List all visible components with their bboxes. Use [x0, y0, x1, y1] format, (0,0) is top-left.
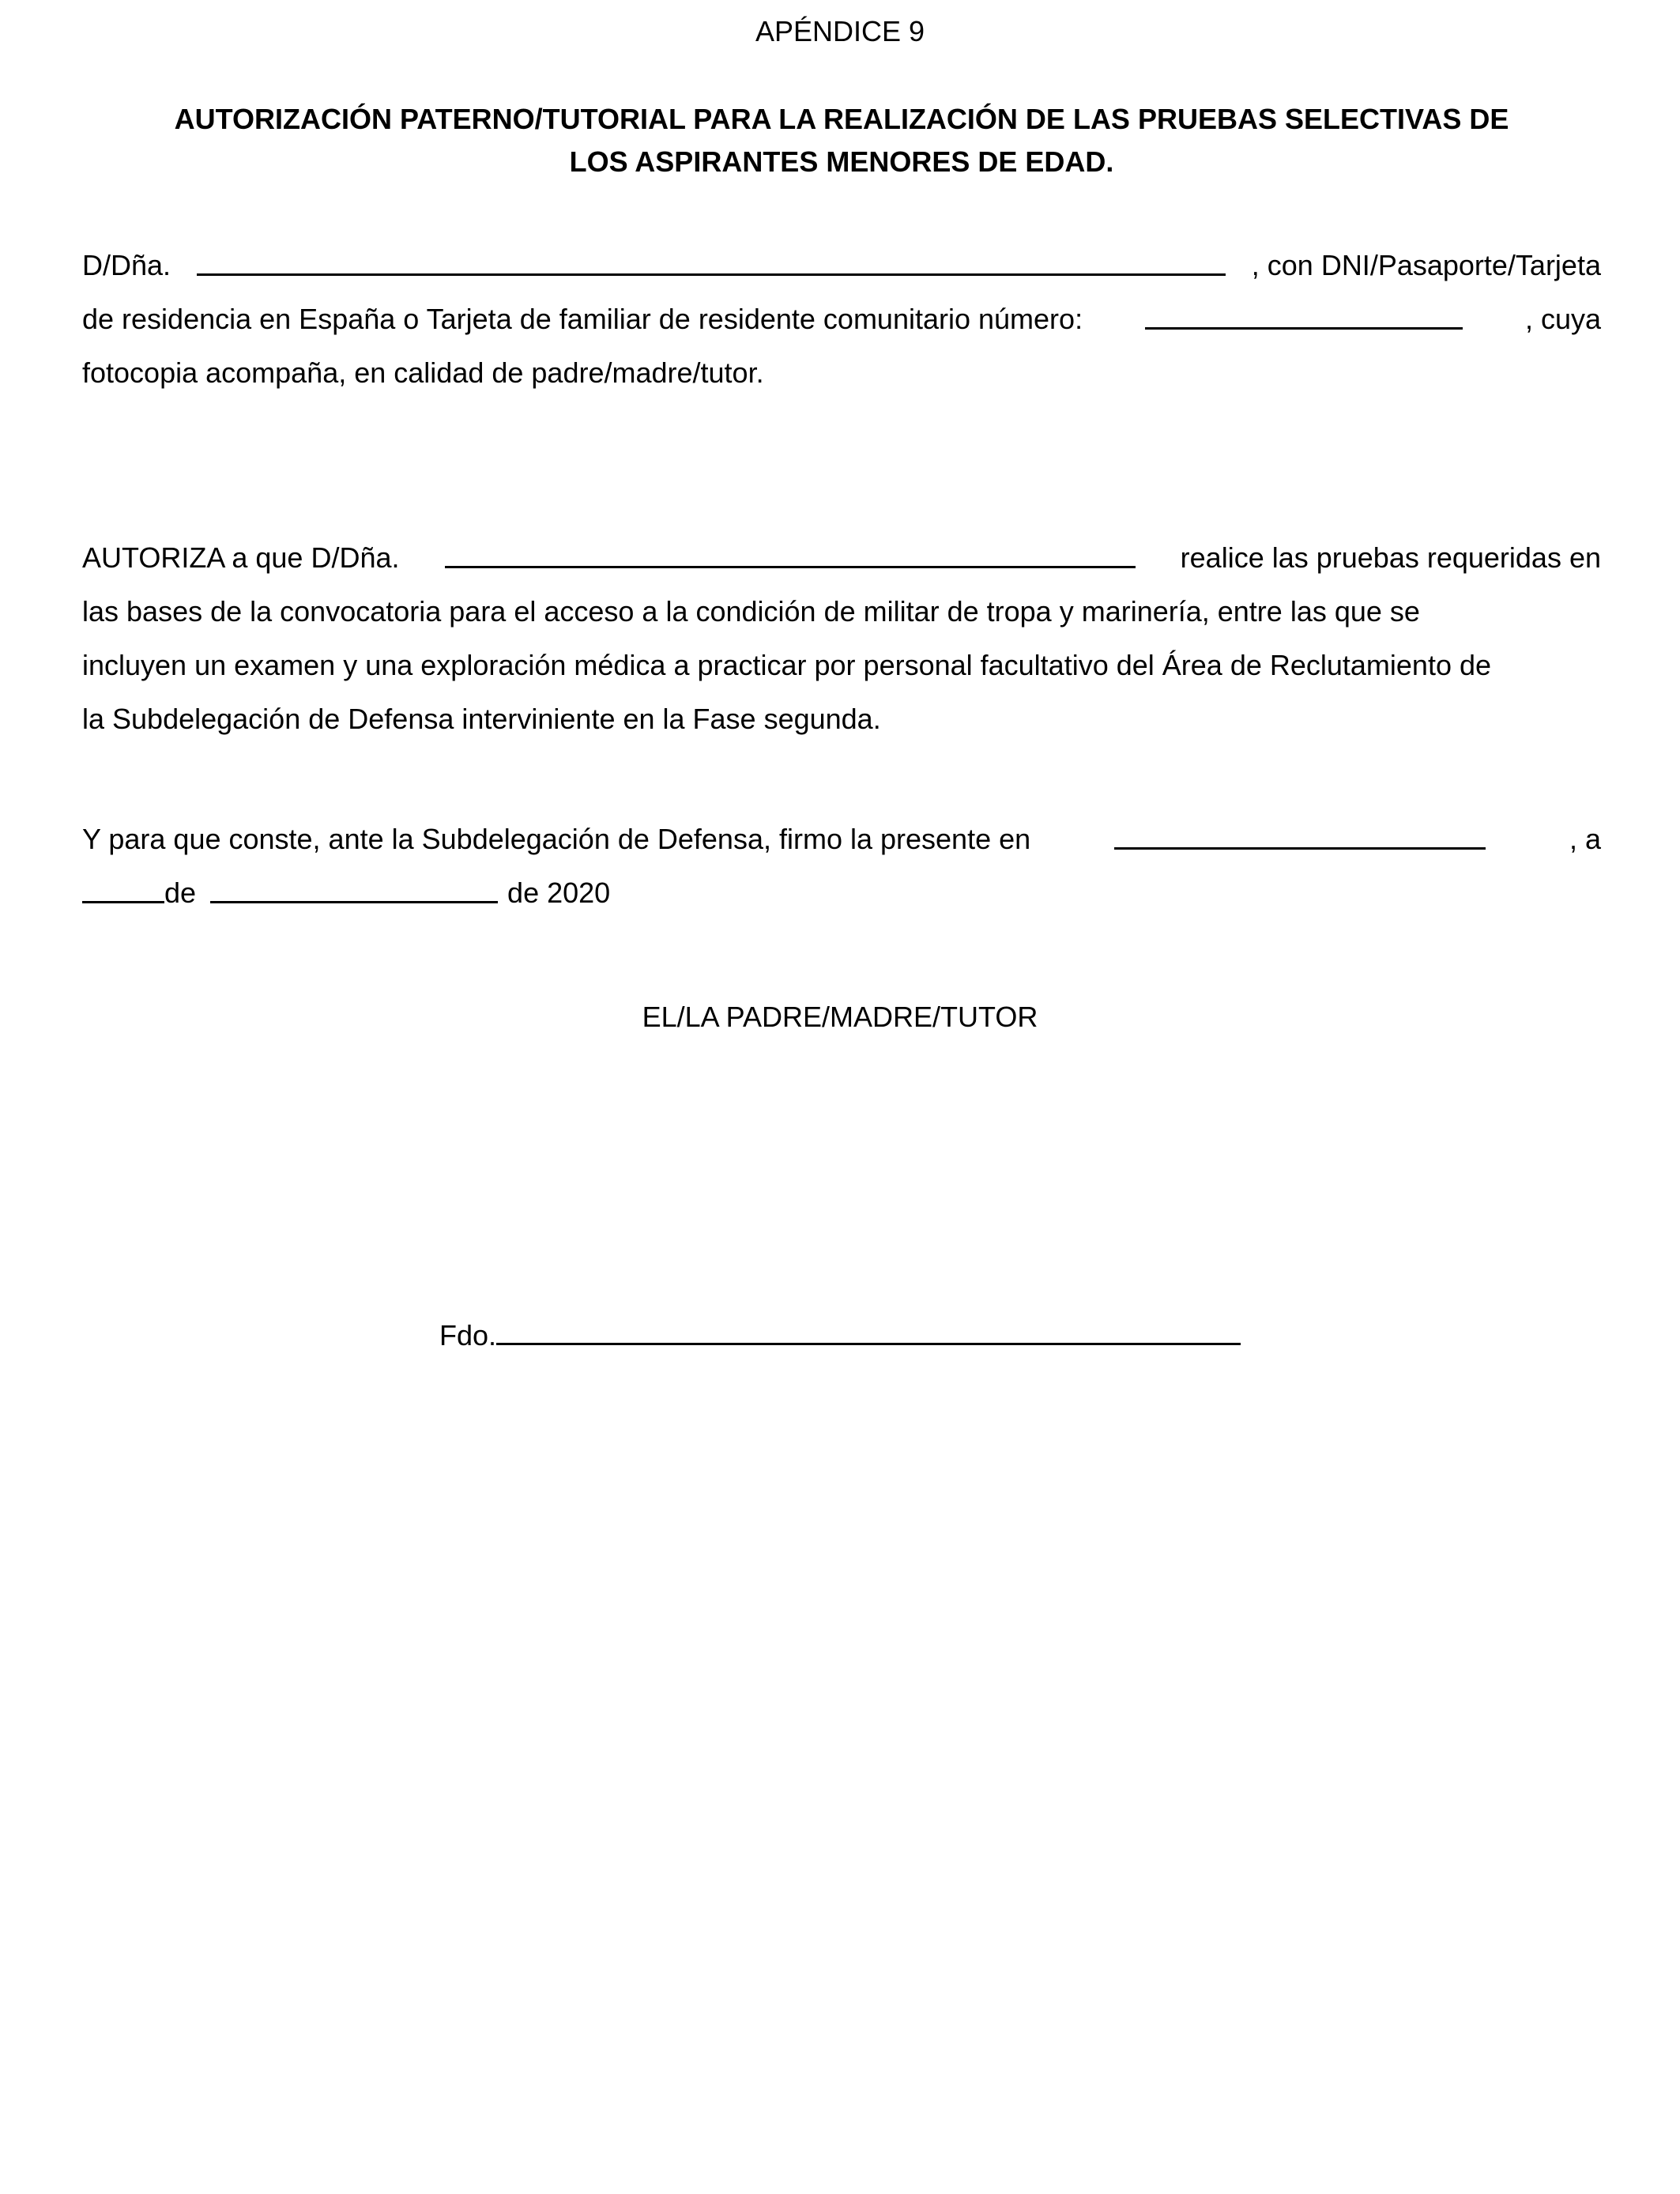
- a-text: , a: [1569, 823, 1601, 855]
- name-prefix: D/Dña.: [82, 249, 171, 281]
- appendix-label: APÉNDICE 9: [755, 15, 925, 47]
- de-text: de: [164, 876, 197, 909]
- parent-name-field[interactable]: [197, 239, 1226, 276]
- photocopy-text: fotocopia acompaña, en calidad de padre/madre/tutor.: [82, 356, 764, 389]
- signature-field[interactable]: [496, 1308, 1241, 1345]
- place-field[interactable]: [1114, 812, 1486, 850]
- signature-place-paragraph: [82, 812, 1601, 920]
- year-text: de 2020: [507, 876, 611, 909]
- id-document-text: , con DNI/Pasaporte/Tarjeta: [1251, 249, 1601, 281]
- document-number-field[interactable]: [1145, 292, 1463, 330]
- residence-text: de residencia en España o Tarjeta de familiar de residente comunitario número:: [82, 303, 1083, 335]
- day-field[interactable]: [82, 866, 164, 903]
- authorizes-text: AUTORIZA a que D/Dña.: [82, 541, 400, 574]
- signature-label: Fdo.: [439, 1319, 497, 1351]
- identity-paragraph: [82, 239, 1601, 400]
- cuya-text: , cuya: [1524, 303, 1601, 335]
- signer-label: EL/LA PADRE/MADRE/TUTOR: [642, 1001, 1038, 1033]
- title-line-1: AUTORIZACIÓN PATERNO/TUTORIAL PARA LA REALIZACIÓN DE LAS PRUEBAS SELECTIVAS DE: [174, 103, 1509, 135]
- authorization-line-2: las bases de la convocatoria para el acceso a la condición de militar de tropa y marinería, entre las que se: [82, 595, 1420, 628]
- title-line-2: LOS ASPIRANTES MENORES DE EDAD.: [569, 145, 1114, 178]
- month-field[interactable]: [210, 866, 498, 903]
- minor-name-field[interactable]: [445, 531, 1136, 568]
- signature-line: [439, 1308, 1241, 1353]
- authorization-paragraph: [82, 531, 1601, 746]
- document-title: [82, 98, 1601, 183]
- tests-text: realice las pruebas requeridas en: [1180, 541, 1601, 574]
- authorization-line-4: la Subdelegación de Defensa interviniente en la Fase segunda.: [82, 703, 881, 735]
- authorization-line-3: incluyen un examen y una exploración médica a practicar por personal facultativo del Área de Reclutamiento de: [82, 649, 1492, 681]
- consent-text: Y para que conste, ante la Subdelegación de Defensa, firmo la presente en: [82, 823, 1031, 855]
